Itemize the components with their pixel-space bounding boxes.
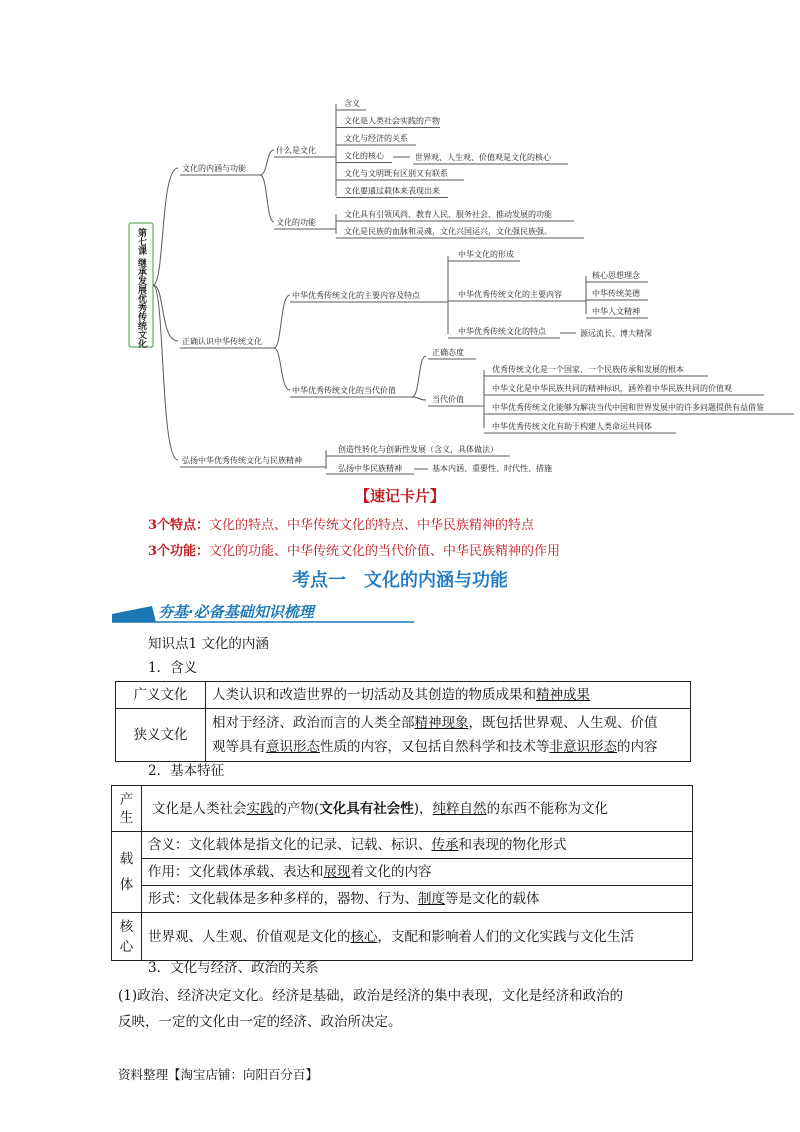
carrier-role: 作用：文化载体承载、表达和展现着文化的内容 xyxy=(142,859,693,886)
card-line-features-text: 文化的特点、中华传统文化的特点、中华民族精神的特点 xyxy=(209,518,535,533)
branch-promote-spirit: 弘扬中华优秀传统文化与民族精神 xyxy=(182,456,302,465)
feature-head-carrier: 载 体 xyxy=(112,832,142,913)
mind-map xyxy=(0,0,800,480)
table-row xyxy=(112,786,693,832)
leaf-function-0: 文化具有引领风尚、教育人民、服务社会、推动发展的功能 xyxy=(344,210,552,219)
card-line-functions xyxy=(148,540,560,559)
def-narrow: 相对于经济、政治而言的人类全部精神现象，既包括世界观、人生观、价值 观等具有意识形态性质的内容，又包括自然科学和技术等非意识形态的内容 xyxy=(206,709,691,762)
card-title: 【速记卡片】 xyxy=(354,487,445,505)
leaf-what-0: 含义 xyxy=(344,99,360,108)
feature-head-origin: 产 生 xyxy=(112,786,142,832)
node-value: 当代价值 xyxy=(432,395,464,404)
core-detail: 世界观、人生观、价值观是文化的核心 xyxy=(415,153,551,162)
card-line-features xyxy=(148,514,534,533)
carrier-meaning: 含义：文化载体是指文化的记录、记载、标识、传承和表现的物化形式 xyxy=(142,832,693,859)
knowledge-point: 知识点1 文化的内涵 xyxy=(148,636,269,652)
card-line-functions-text: 文化的功能、中华传统文化的当代价值、中华民族精神的作用 xyxy=(209,544,561,559)
table-row xyxy=(112,913,693,961)
leaf-content-1: 中华传统美德 xyxy=(592,289,640,298)
leaf-value-2: 中华优秀传统文化能够为解决当代中国和世界发展中的许多问题提供有益借鉴 xyxy=(492,403,764,412)
node-culture-function: 文化的功能 xyxy=(276,218,316,227)
item-features: 2．基本特征 xyxy=(148,763,225,779)
footer-source: 资料整理【淘宝店铺：向阳百分百】 xyxy=(118,1067,319,1082)
branch-culture-function: 文化的内涵与功能 xyxy=(182,164,246,173)
card-line-functions-label: 3个功能： xyxy=(148,544,210,559)
section-title: 考点一 文化的内涵与功能 xyxy=(292,570,508,591)
leaf-value-1: 中华文化是中华民族共同的精神标识，涵养着中华民族共同的价值观 xyxy=(492,384,732,393)
def-broad: 人类认识和改造世界的一切活动及其创造的物质成果和精神成果 xyxy=(206,682,691,709)
leaf-what-2: 文化与经济的关系 xyxy=(344,134,408,143)
node-features: 中华优秀传统文化的特点 xyxy=(458,327,546,336)
item-relationship: 3．文化与经济、政治的关系 xyxy=(148,960,319,976)
feature-head-core: 核 心 xyxy=(112,913,142,961)
feature-core: 世界观、人生观、价值观是文化的核心，支配和影响着人们的文化实践与文化生活 xyxy=(142,913,693,961)
leaf-what-1: 文化是人类社会实践的产物 xyxy=(344,116,440,126)
table-row xyxy=(112,886,693,913)
leaf-function-1: 文化是民族的血脉和灵魂，文化兴国运兴，文化强民族强。 xyxy=(344,227,552,236)
table-row xyxy=(116,682,691,709)
banner-title: 夯基·必备基础知识梳理 xyxy=(158,603,314,621)
leaf-what-5: 文化要通过载体来表现出来 xyxy=(344,186,440,196)
feature-origin: 文化是人类社会实践的产物(文化具有社会性)，纯粹自然的东西不能称为文化 xyxy=(142,786,693,832)
node-spirit-detail: 基本内涵、重要性、时代性、措施 xyxy=(432,464,552,473)
leaf-content-2: 中华人文精神 xyxy=(592,307,640,316)
node-main-content-features: 中华优秀传统文化的主要内容及特点 xyxy=(292,291,420,300)
node-features-detail: 源远流长、博大精深 xyxy=(580,329,652,338)
leaf-value-3: 中华优秀传统文化有助于构建人类命运共同体 xyxy=(492,422,652,431)
feature-table xyxy=(111,785,693,961)
item-meaning: 1．含义 xyxy=(148,660,198,676)
paragraph-line-1: (1)政治、经济决定文化。经济是基础，政治是经济的集中表现，文化是经济和政治的 xyxy=(118,988,624,1004)
table-row xyxy=(116,709,691,762)
node-main-content: 中华优秀传统文化的主要内容 xyxy=(458,290,562,299)
term-broad: 广义文化 xyxy=(116,682,206,709)
node-what-is-culture: 什么是文化 xyxy=(276,146,316,155)
leaf-what-3: 文化的核心 xyxy=(344,151,384,161)
node-contemporary-value: 中华优秀传统文化的当代价值 xyxy=(292,386,396,395)
mindmap-root: 第七课 继承发展优秀传统文化 xyxy=(136,228,146,349)
card-line-features-label: 3个特点： xyxy=(148,518,210,533)
node-creative-transformation: 创造性转化与创新性发展（含义，具体做法） xyxy=(338,445,498,454)
branch-traditional-culture: 正确认识中华传统文化 xyxy=(182,337,262,346)
meaning-table xyxy=(115,681,691,762)
leaf-what-4: 文化与文明既有区别又有联系 xyxy=(344,169,448,178)
carrier-form: 形式：文化载体是多种多样的，器物、行为、制度等是文化的载体 xyxy=(142,886,693,913)
node-formation: 中华文化的形成 xyxy=(458,250,514,259)
node-correct-attitude: 正确态度 xyxy=(432,348,464,357)
leaf-content-0: 核心思想理念 xyxy=(592,271,640,280)
node-national-spirit: 弘扬中华民族精神 xyxy=(338,464,402,473)
table-row xyxy=(112,832,693,859)
paragraph-line-2: 反映，一定的文化由一定的经济、政治所决定。 xyxy=(118,1014,402,1030)
leaf-value-0: 优秀传统文化是一个国家、一个民族传承和发展的根本 xyxy=(492,365,684,374)
term-narrow: 狭义文化 xyxy=(116,709,206,762)
table-row xyxy=(112,859,693,886)
